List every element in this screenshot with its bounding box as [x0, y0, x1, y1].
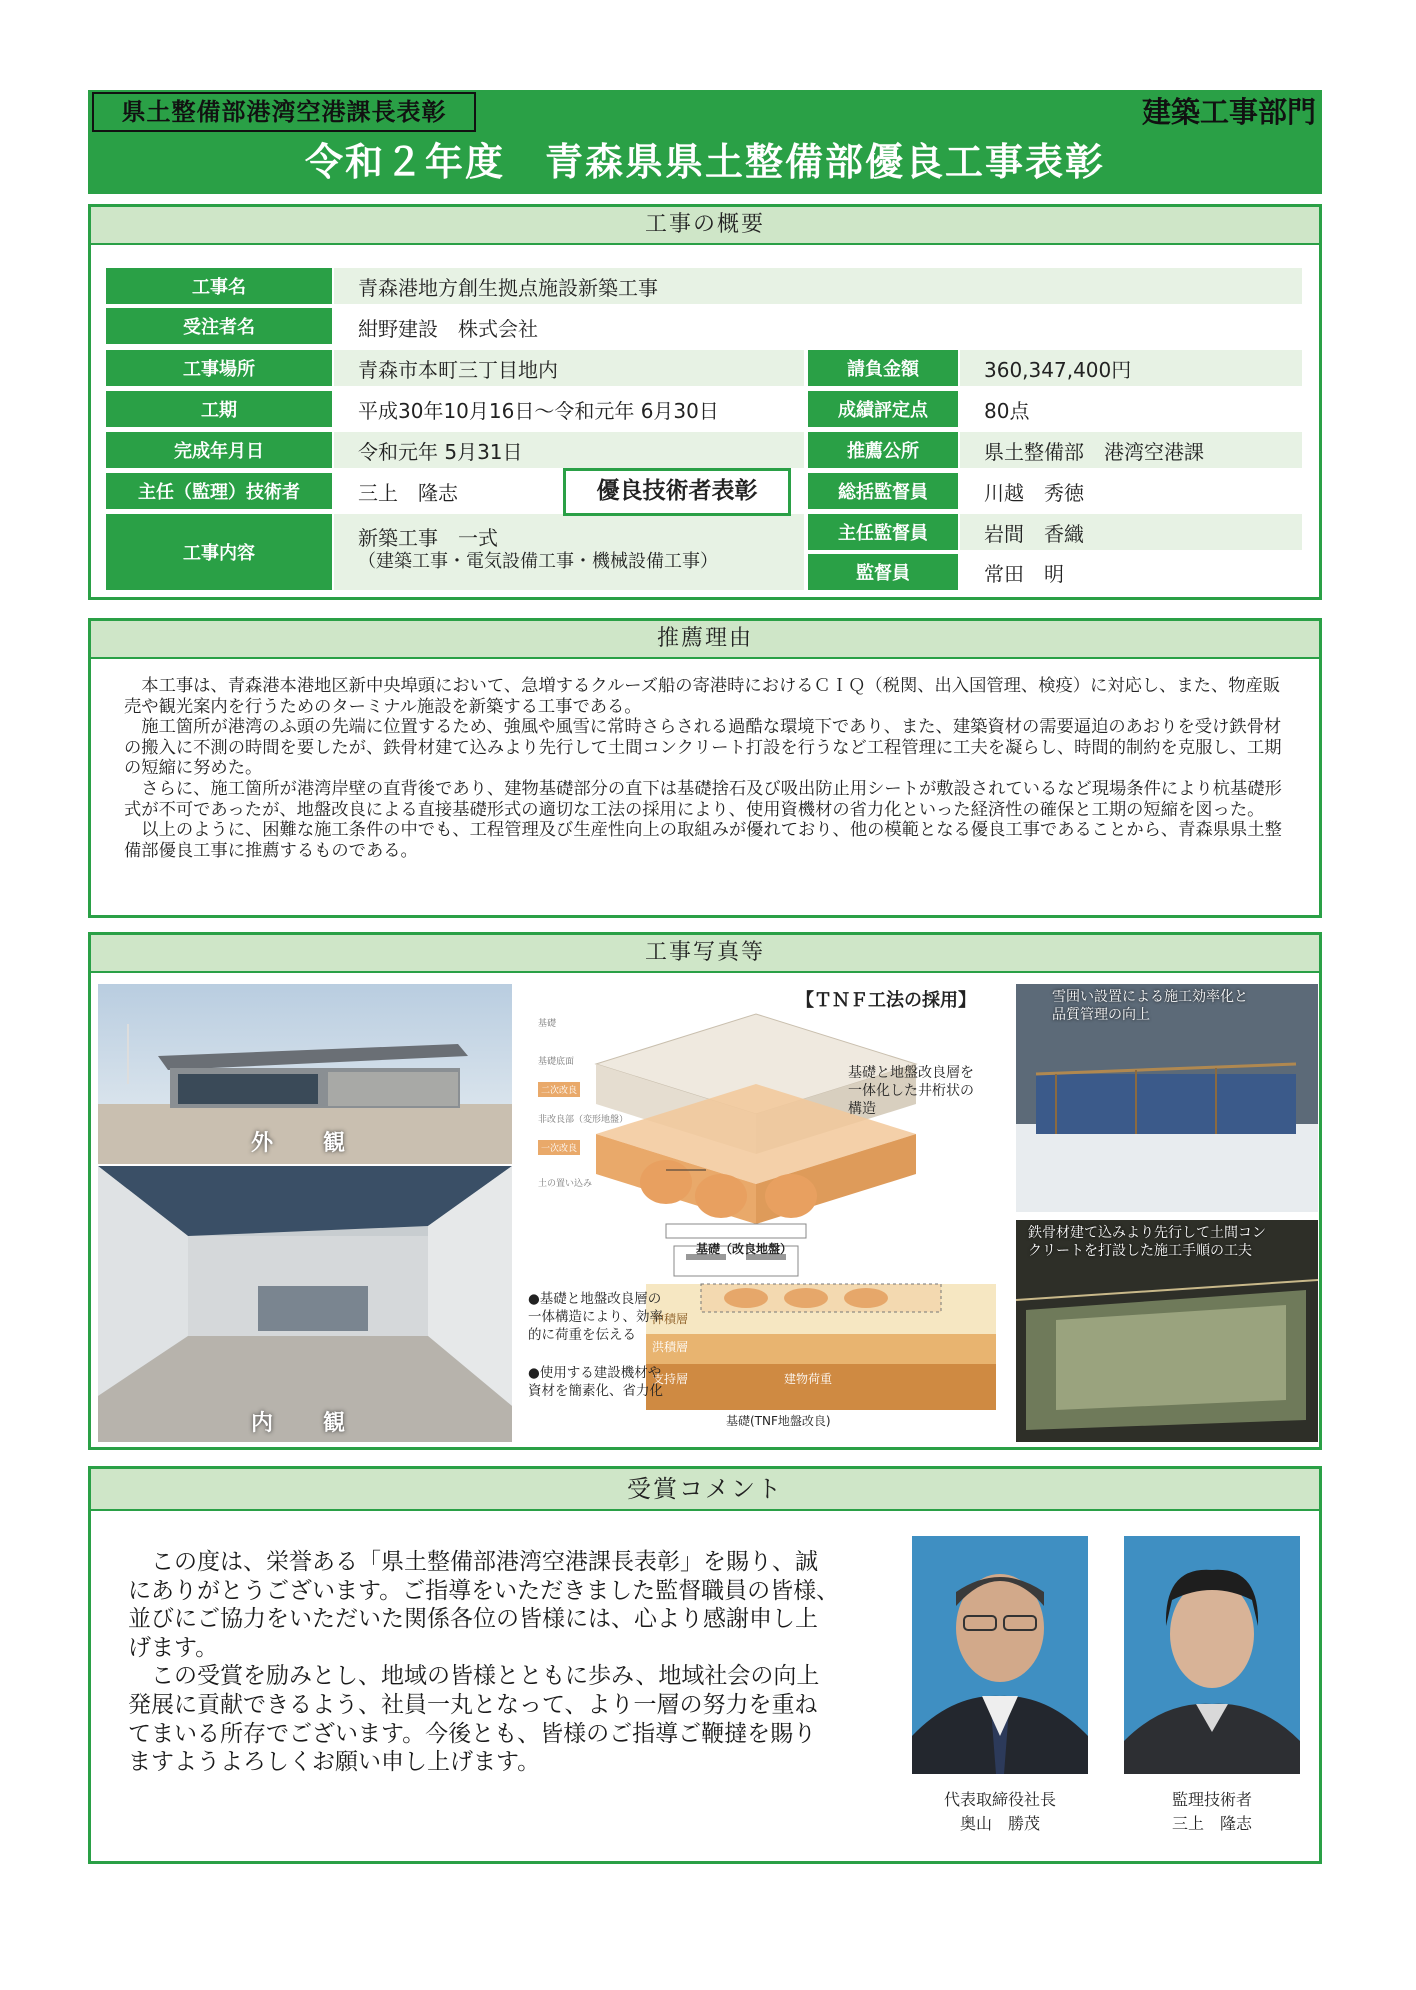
label-contractor: 受注者名 — [106, 308, 332, 344]
value-completion-date: 令和元年 5月31日 — [334, 432, 804, 468]
work-content-detail: （建築工事・電気設備工事・機械設備工事） — [358, 551, 718, 572]
diagram-label: 一次改良 — [538, 1140, 580, 1155]
value-location: 青森市本町三丁目地内 — [334, 350, 804, 386]
section-label-load: 建物荷重 — [784, 1372, 833, 1386]
label-period: 工期 — [106, 391, 332, 427]
work-content-main: 新築工事 一式 — [358, 526, 498, 550]
label-chief-supervisor: 主任監督員 — [808, 514, 958, 550]
tnf-title: 【ＴＮＦ工法の採用】 — [796, 990, 976, 1011]
reason-paragraph: さらに、施工箇所が港湾岸壁の直背後であり、建物基礎部分の直下は基礎捨石及び吸出防止用シートが敷設されているなど現場条件により杭基礎形式が不可であったが、地盤改良による直接基礎形式の適切な工法の採用により、使用資機材の省力化といった経済性の確保と工期の短縮を図った。 — [124, 778, 1282, 820]
concrete-pouring-photo — [1016, 1220, 1318, 1442]
value-chief-engineer: 三上 隆志 — [358, 480, 458, 505]
snow-caption: 雪囲い設置による施工効率化と 品質管理の向上 — [1052, 989, 1248, 1023]
section-label-top: 基礎（改良地盤） — [696, 1242, 793, 1256]
snow-construction-photo — [1016, 984, 1318, 1212]
tnf-bullet: ●使用する建設機材や 資材を簡素化、省力化 — [528, 1365, 663, 1399]
diagram-label: 土の置い込み — [538, 1179, 593, 1189]
tnf-bullet: ●基礎と地盤改良層の 一体構造により、効率 的に荷重を伝える — [528, 1291, 663, 1343]
diagram-label: 基礎底面 — [538, 1057, 575, 1067]
engineer-portrait — [1124, 1536, 1300, 1774]
engineer-portrait-image — [1124, 1536, 1300, 1774]
comment-paragraph: この度は、栄誉ある「県土整備部港湾空港課長表彰」を賜り、誠 にありがとうございます。ご指導をいただきました監督職員の皆様、 並びにご協力をいただいた関係各位の皆様には、心より感謝申し上 げます。 — [128, 1549, 840, 1661]
value-general-supervisor: 川越 秀徳 — [984, 480, 1084, 505]
label-contract-amount: 請負金額 — [808, 350, 958, 386]
section-label-bottom: 基礎(TNF地盤改良) — [726, 1414, 831, 1428]
value-evaluation-score: 80点 — [984, 398, 1030, 423]
engineer-title: 監理技術者 — [1171, 1790, 1252, 1809]
president-portrait-image — [912, 1536, 1088, 1774]
reason-body — [124, 676, 1294, 861]
section-label-layer3: 支持層 — [652, 1372, 689, 1386]
exterior-caption: 外 観 — [250, 1131, 359, 1156]
reason-paragraph: 本工事は、青森港本港地区新中央埠頭において、急増するクルーズ船の寄港時におけるＣＩＱ（税関、出入国管理、検疫）に対応し、また、物産販売や観光案内を行うためのターミナル施設を新築する工事である。 — [124, 676, 1281, 717]
concrete-caption: 鉄骨材建て込みより先行して土間コン クリートを打設した施工手順の工夫 — [1028, 1225, 1266, 1259]
value-recommending-office: 県土整備部 港湾空港課 — [960, 432, 1302, 468]
section-label-layer1: 沖積層 — [652, 1312, 689, 1326]
comment-body — [128, 1548, 858, 1777]
label-work-content: 工事内容 — [106, 514, 332, 590]
label-completion-date: 完成年月日 — [106, 432, 332, 468]
photos-heading: 工事写真等 — [91, 935, 1319, 973]
label-project-name: 工事名 — [106, 268, 332, 304]
label-evaluation-score: 成績評定点 — [808, 391, 958, 427]
tnf-callout: 基礎と地盤改良層を 一体化した井桁状の 構造 — [848, 1065, 974, 1117]
page-title: 令和２年度 青森県県土整備部優良工事表彰 — [304, 140, 1105, 184]
president-portrait — [912, 1536, 1088, 1774]
diagram-label: 二次改良 — [538, 1082, 580, 1097]
label-location: 工事場所 — [106, 350, 332, 386]
exterior-photo — [98, 984, 512, 1164]
value-period: 平成30年10月16日～令和元年 6月30日 — [358, 398, 719, 423]
value-contract-amount: 360,347,400円 — [960, 350, 1302, 386]
value-project-name: 青森港地方創生拠点施設新築工事 — [334, 268, 1302, 304]
division-label: 建築工事部門 — [1141, 95, 1316, 129]
reason-paragraph: 施工箇所が港湾のふ頭の先端に位置するため、強風や風雪に常時さらされる過酷な環境下であり、また、建築資材の需要逼迫のあおりを受け鉄骨材の搬入に不測の時間を要したが、鉄骨材建て込みより先行して土間コンクリート打設を行うなど工程管理に工夫を凝らし、時間的制約を克服し、工期の短縮に努めた。 — [124, 717, 1282, 779]
value-supervisor: 常田 明 — [984, 561, 1064, 586]
comment-heading: 受賞コメント — [91, 1469, 1319, 1511]
interior-caption: 内 観 — [250, 1411, 359, 1436]
section-label-layer2: 洪積層 — [652, 1340, 689, 1354]
president-title: 代表取締役社長 — [943, 1790, 1056, 1809]
value-work-content — [334, 514, 804, 590]
reason-heading: 推薦理由 — [91, 621, 1319, 659]
engineer-caption — [1112, 1788, 1312, 1836]
value-chief-supervisor: 岩間 香織 — [960, 514, 1302, 550]
label-supervisor: 監督員 — [808, 554, 958, 590]
overview-heading: 工事の概要 — [91, 207, 1319, 245]
label-general-supervisor: 総括監督員 — [808, 473, 958, 509]
value-contractor: 紺野建設 株式会社 — [358, 316, 538, 341]
reason-paragraph: 以上のように、困難な施工条件の中でも、工程管理及び生産性向上の取組みが優れており、他の模範となる優良工事であることから、青森県県土整備部優良工事に推薦するものである。 — [124, 820, 1282, 861]
label-chief-engineer: 主任（監理）技術者 — [106, 473, 332, 509]
president-name: 奥山 勝茂 — [959, 1814, 1040, 1833]
comment-paragraph: この受賞を励みとし、地域の皆様とともに歩み、地域社会の向上 発展に貢献できるよう、社員一丸となって、より一層の努力を重ね てまいる所存でございます。今後とも、皆様のご指導ご鞭撻を賜り ますようよろしくお願い申し上げます。 — [128, 1663, 820, 1776]
interior-photo — [98, 1166, 512, 1442]
award-category-tag: 県土整備部港湾空港課長表彰 — [92, 92, 476, 132]
excellent-engineer-badge: 優良技術者表彰 — [563, 468, 791, 516]
label-recommending-office: 推薦公所 — [808, 432, 958, 468]
interior-photo-image — [98, 1166, 512, 1442]
president-caption — [900, 1788, 1100, 1836]
diagram-label: 基礎 — [538, 1019, 557, 1029]
tnf-diagram — [516, 984, 1012, 1442]
diagram-label: 非改良部（変形地盤） — [538, 1115, 629, 1125]
engineer-name: 三上 隆志 — [1171, 1814, 1252, 1833]
